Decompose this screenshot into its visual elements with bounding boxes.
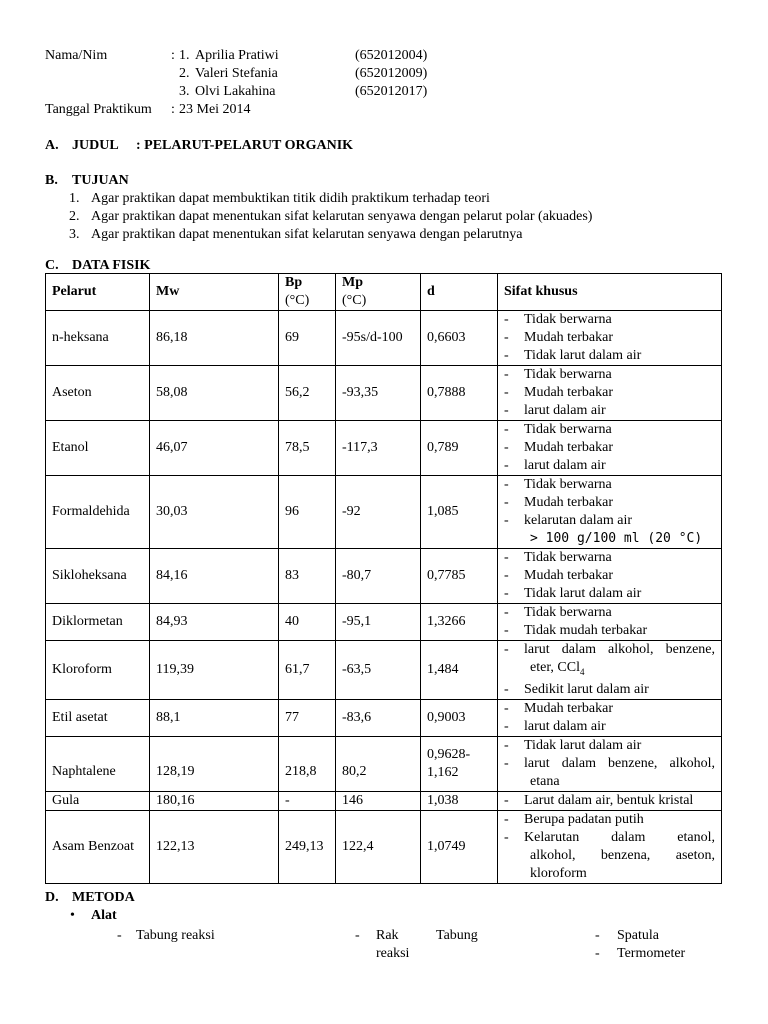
cell-mw: 30,03 xyxy=(150,476,279,549)
sifat-item: - Tidak larut dalam air xyxy=(504,737,715,755)
alat-item: Tabung reaksi xyxy=(136,928,215,943)
cell-sifat xyxy=(498,604,722,641)
sifat-item: - Mudah terbakar xyxy=(504,494,715,512)
cell-pelarut: Formaldehida xyxy=(46,476,150,549)
cell-pelarut: Etanol xyxy=(46,421,150,476)
sifat-item: - Tidak larut dalam air xyxy=(504,585,715,603)
member-nim: (652012004) xyxy=(355,48,428,63)
cell-sifat xyxy=(498,549,722,604)
cell-mp: -83,6 xyxy=(336,699,421,736)
header-pelarut: Pelarut xyxy=(46,274,150,311)
cell-bp: 218,8 xyxy=(279,736,336,791)
sifat-item: - larut dalam benzene, alkohol, etana xyxy=(504,755,715,791)
cell-mw: 46,07 xyxy=(150,421,279,476)
cell-mp: 80,2 xyxy=(336,736,421,791)
cell-d: 0,9003 xyxy=(421,699,498,736)
data-fisik-table xyxy=(45,273,722,884)
sifat-item: - Mudah terbakar xyxy=(504,384,715,402)
table-row xyxy=(46,604,722,641)
table-row xyxy=(46,791,722,810)
sifat-item: - Mudah terbakar xyxy=(504,439,715,457)
member-number: 3. xyxy=(179,84,190,99)
cell-sifat xyxy=(498,699,722,736)
cell-mp: -80,7 xyxy=(336,549,421,604)
cell-bp: 249,13 xyxy=(279,810,336,883)
cell-d: 1,085 xyxy=(421,476,498,549)
sifat-item: - Tidak larut dalam air xyxy=(504,347,715,365)
header-d: d xyxy=(421,274,498,311)
cell-bp: 77 xyxy=(279,699,336,736)
sifat-item: - Sedikit larut dalam air xyxy=(504,681,715,699)
sifat-item: - larut dalam air xyxy=(504,457,715,475)
header-mp: Mp (°C) xyxy=(336,274,421,311)
section-b-letter: B. xyxy=(45,173,58,188)
cell-pelarut: Naphtalene xyxy=(46,736,150,791)
cell-d: 0,6603 xyxy=(421,311,498,366)
section-d-letter: D. xyxy=(45,890,59,905)
cell-pelarut: Sikloheksana xyxy=(46,549,150,604)
cell-mw: 122,13 xyxy=(150,810,279,883)
cell-d: 0,789 xyxy=(421,421,498,476)
cell-mp: -117,3 xyxy=(336,421,421,476)
cell-sifat xyxy=(498,641,722,700)
tujuan-number: 1. xyxy=(69,191,80,206)
tujuan-item: Agar praktikan dapat menentukan sifat kelarutan senyawa dengan pelarutnya xyxy=(91,227,523,242)
tujuan-item: Agar praktikan dapat menentukan sifat kelarutan senyawa dengan pelarut polar (akuades) xyxy=(91,209,593,224)
sifat-item: - Mudah terbakar xyxy=(504,329,715,347)
table-row xyxy=(46,476,722,549)
cell-mp: -92 xyxy=(336,476,421,549)
cell-mp: -95s/d-100 xyxy=(336,311,421,366)
sifat-item: - Tidak berwarna xyxy=(504,421,715,439)
cell-sifat xyxy=(498,476,722,549)
bullet-icon: • xyxy=(70,908,75,923)
member-nim: (652012017) xyxy=(355,84,428,99)
alat-item-word: Tabung xyxy=(436,928,478,943)
cell-d: 1,484 xyxy=(421,641,498,700)
cell-d: 0,7888 xyxy=(421,366,498,421)
sifat-item: - Tidak berwarna xyxy=(504,476,715,494)
cell-d: 1,038 xyxy=(421,791,498,810)
alat-item: Spatula xyxy=(617,928,659,943)
table-row xyxy=(46,366,722,421)
cell-d: 1,3266 xyxy=(421,604,498,641)
header-mw: Mw xyxy=(150,274,279,311)
cell-bp: 40 xyxy=(279,604,336,641)
cell-pelarut: Etil asetat xyxy=(46,699,150,736)
member-name: Aprilia Pratiwi xyxy=(195,48,279,63)
sifat-item: - Larut dalam air, bentuk kristal xyxy=(504,792,715,810)
member-nim: (652012009) xyxy=(355,66,428,81)
cell-d: 0,9628- 1,162 xyxy=(421,736,498,791)
cell-mw: 119,39 xyxy=(150,641,279,700)
sifat-item: - kelarutan dalam air xyxy=(504,512,715,530)
tanggal-separator: : xyxy=(171,102,175,117)
cell-mp: 122,4 xyxy=(336,810,421,883)
cell-bp: 56,2 xyxy=(279,366,336,421)
cell-bp: - xyxy=(279,791,336,810)
cell-pelarut: Diklormetan xyxy=(46,604,150,641)
cell-mw: 86,18 xyxy=(150,311,279,366)
cell-mw: 58,08 xyxy=(150,366,279,421)
alat-item: Termometer xyxy=(617,946,686,961)
tanggal-value: 23 Mei 2014 xyxy=(179,102,251,117)
member-number: 1. xyxy=(179,48,190,63)
tanggal-label: Tanggal Praktikum xyxy=(45,102,152,117)
tujuan-number: 2. xyxy=(69,209,80,224)
table-row xyxy=(46,311,722,366)
nama-separator: : xyxy=(171,48,175,63)
tujuan-number: 3. xyxy=(69,227,80,242)
dash-icon: - xyxy=(117,928,122,943)
cell-sifat xyxy=(498,421,722,476)
cell-pelarut: Gula xyxy=(46,791,150,810)
cell-bp: 61,7 xyxy=(279,641,336,700)
section-a-letter: A. xyxy=(45,138,59,153)
table-row xyxy=(46,549,722,604)
cell-sifat xyxy=(498,366,722,421)
alat-item-word: Rak xyxy=(376,928,399,943)
dash-icon: - xyxy=(595,928,600,943)
table-row xyxy=(46,641,722,700)
cell-mw: 128,19 xyxy=(150,736,279,791)
sifat-item: - larut dalam alkohol, benzene, eter, CCl$_4$ xyxy=(504,641,715,681)
sifat-item: - larut dalam air xyxy=(504,402,715,420)
section-a-title: JUDUL xyxy=(72,138,119,153)
member-number: 2. xyxy=(179,66,190,81)
member-name: Olvi Lakahina xyxy=(195,84,276,99)
sifat-item: - Berupa padatan putih xyxy=(504,811,715,829)
nama-label: Nama/Nim xyxy=(45,48,108,63)
section-c-letter: C. xyxy=(45,258,59,273)
sifat-item: - Tidak berwarna xyxy=(504,549,715,567)
cell-sifat xyxy=(498,736,722,791)
alat-label: Alat xyxy=(91,908,117,923)
cell-mw: 84,16 xyxy=(150,549,279,604)
cell-mw: 180,16 xyxy=(150,791,279,810)
alat-item-word: reaksi xyxy=(376,946,410,961)
sifat-item: - Mudah terbakar xyxy=(504,567,715,585)
section-d-title: METODA xyxy=(72,890,135,905)
cell-bp: 83 xyxy=(279,549,336,604)
cell-mp: 146 xyxy=(336,791,421,810)
cell-bp: 69 xyxy=(279,311,336,366)
sifat-item: - Kelarutan dalam etanol, alkohol, benzena, aseton, kloroform xyxy=(504,829,715,883)
cell-sifat xyxy=(498,311,722,366)
section-b-title: TUJUAN xyxy=(72,173,129,188)
cell-pelarut: Kloroform xyxy=(46,641,150,700)
cell-pelarut: n-heksana xyxy=(46,311,150,366)
section-c-title: DATA FISIK xyxy=(72,258,151,273)
table-row xyxy=(46,421,722,476)
cell-d: 0,7785 xyxy=(421,549,498,604)
sifat-item: - Tidak berwarna xyxy=(504,604,715,622)
header-bp: Bp (°C) xyxy=(279,274,336,311)
dash-icon: - xyxy=(355,928,360,943)
cell-sifat xyxy=(498,810,722,883)
cell-mw: 84,93 xyxy=(150,604,279,641)
sifat-item: - larut dalam air xyxy=(504,718,715,736)
member-name: Valeri Stefania xyxy=(195,66,278,81)
cell-d: 1,0749 xyxy=(421,810,498,883)
sifat-item: - Tidak berwarna xyxy=(504,366,715,384)
cell-bp: 96 xyxy=(279,476,336,549)
cell-mp: -95,1 xyxy=(336,604,421,641)
header-sifat: Sifat khusus xyxy=(498,274,722,311)
section-a-value: : PELARUT-PELARUT ORGANIK xyxy=(136,138,354,153)
table-row xyxy=(46,699,722,736)
cell-bp: 78,5 xyxy=(279,421,336,476)
sifat-item: - Tidak berwarna xyxy=(504,311,715,329)
table-header-row xyxy=(46,274,722,311)
cell-pelarut: Asam Benzoat xyxy=(46,810,150,883)
sifat-item: - Mudah terbakar xyxy=(504,700,715,718)
table-row xyxy=(46,810,722,883)
cell-mp: -63,5 xyxy=(336,641,421,700)
tujuan-item: Agar praktikan dapat membuktikan titik didih praktikum terhadap teori xyxy=(91,191,490,206)
sifat-extra: > 100 g/100 ml (20 °C) xyxy=(530,531,703,546)
cell-pelarut: Aseton xyxy=(46,366,150,421)
sifat-item: - Tidak mudah terbakar xyxy=(504,622,715,640)
cell-sifat xyxy=(498,791,722,810)
cell-mp: -93,35 xyxy=(336,366,421,421)
table-row xyxy=(46,736,722,791)
dash-icon: - xyxy=(595,946,600,961)
cell-mw: 88,1 xyxy=(150,699,279,736)
